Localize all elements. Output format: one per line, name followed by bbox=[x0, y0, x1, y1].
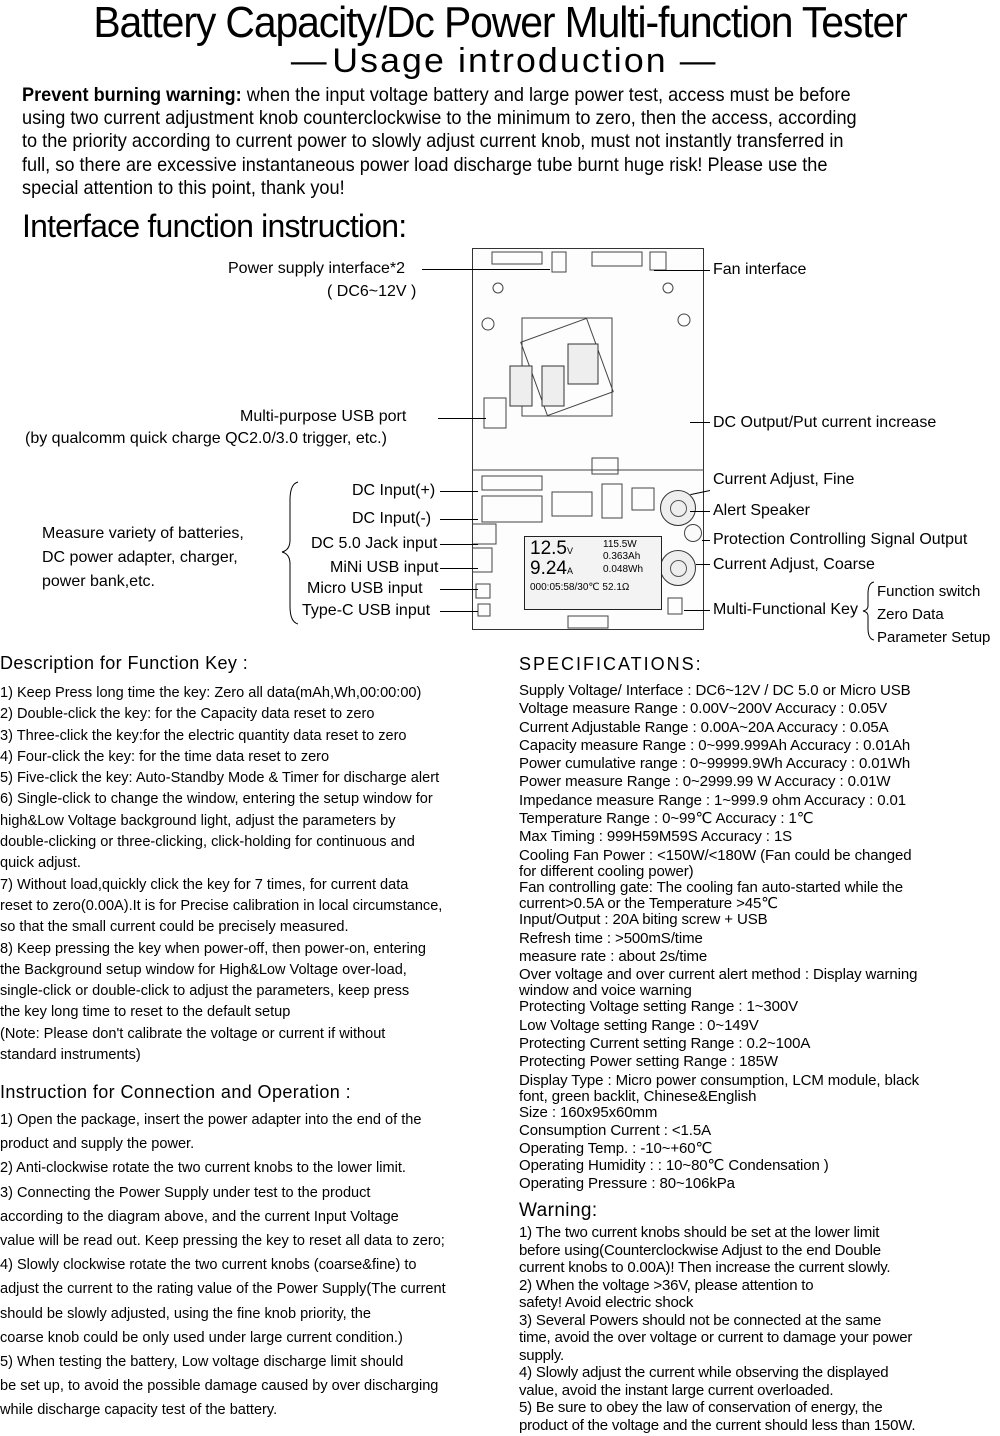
function-key-line: the Background setup window for High&Low Voltage over-load, bbox=[0, 960, 407, 978]
connection-heading: Instruction for Connection and Operation : bbox=[0, 1082, 351, 1102]
usb-port-label: Multi-purpose USB port bbox=[240, 408, 407, 425]
warning-line: to the priority according to current power to slowly adjust current knob, must not instantly transferred in bbox=[22, 130, 844, 153]
spec-line: Protecting Current setting Range : 0.2~100A bbox=[519, 1035, 811, 1053]
spec-line: Operating Temp. : -10~+60℃ bbox=[519, 1139, 713, 1157]
warning-line: when the input voltage battery and large power test, access must be before bbox=[241, 84, 851, 106]
spec-line: Operating Pressure : 80~106kPa bbox=[519, 1174, 735, 1192]
fan-interface-label: Fan interface bbox=[713, 261, 807, 278]
key-function-item: Function switch bbox=[877, 583, 981, 600]
warning-item-line: value, avoid the instant large current overloaded. bbox=[519, 1381, 834, 1399]
spec-line: Capacity measure Range : 0~999.999Ah Accuracy : 0.01Ah bbox=[519, 736, 911, 754]
usb-port-leader bbox=[438, 418, 486, 419]
warning-list bbox=[519, 1224, 999, 1434]
function-key-line: quick adjust. bbox=[0, 854, 81, 872]
spec-line: Protecting Power setting Range : 185W bbox=[519, 1053, 778, 1071]
spec-line: Fan controlling gate: The cooling fan auto-started while the bbox=[519, 878, 903, 896]
speaker-leader bbox=[690, 511, 710, 512]
function-key-line: the key long time to reset to the default setup bbox=[0, 1003, 291, 1021]
connection-line: according to the diagram above, and the current Input Voltage bbox=[0, 1207, 399, 1225]
key-function-item: Parameter Setup bbox=[877, 629, 991, 646]
mini-usb-leader bbox=[440, 568, 478, 569]
measure-line: power bank,etc. bbox=[42, 573, 155, 590]
spec-line: Low Voltage setting Range : 0~149V bbox=[519, 1016, 759, 1034]
page-title: Battery Capacity/Dc Power Multi-function Tester bbox=[93, 0, 907, 47]
connection-line: 3) Connecting the Power Supply under test to the product bbox=[0, 1183, 371, 1201]
function-key-heading: Description for Function Key : bbox=[0, 653, 249, 673]
warning-line: special attention to this point, thank you! bbox=[22, 176, 345, 199]
type-c-label: Type-C USB input bbox=[302, 602, 431, 619]
lcd-voltage: 12.5 bbox=[530, 538, 567, 559]
function-key-line: 8) Keep pressing the key when power-off, then power-on, entering bbox=[0, 939, 426, 957]
warning-item-line: 2) When the voltage >36V, please attention to bbox=[519, 1276, 814, 1294]
dc-jack-label: DC 5.0 Jack input bbox=[311, 535, 438, 552]
warning-item-line: 1) The two current knobs should be set at the lower limit bbox=[519, 1224, 880, 1241]
connection-line: while discharge capacity test of the battery. bbox=[0, 1401, 278, 1419]
function-key-line: reset to zero(0.00A).It is for Precise calibration in local circumstance, bbox=[0, 896, 443, 914]
warning-item-line: product of the voltage and the current should less than 150W. bbox=[519, 1416, 916, 1434]
key-functions bbox=[877, 580, 990, 649]
micro-usb-label: Micro USB input bbox=[307, 580, 423, 597]
function-key-line: high&Low Voltage background light, adjust the parameters by bbox=[0, 811, 396, 829]
dc-input-minus-label: DC Input(-) bbox=[352, 510, 432, 527]
subtitle-dash-left: — bbox=[290, 42, 321, 80]
dc-output-label: DC Output/Put current increase bbox=[713, 414, 937, 431]
lcd-power: 115.5W bbox=[603, 539, 637, 550]
connection-line: 5) When testing the battery, Low voltage discharge limit should bbox=[0, 1353, 404, 1371]
alert-speaker-label: Alert Speaker bbox=[713, 502, 810, 519]
function-key-line: so that the small current could be precisely measured. bbox=[0, 918, 349, 936]
power-supply-range: ( DC6~12V ) bbox=[327, 283, 417, 300]
spec-line: Operating Humidity : : 10~80℃ Condensation ) bbox=[519, 1156, 829, 1174]
subtitle-text: Usage introduction bbox=[332, 42, 668, 80]
spec-line: Supply Voltage/ Interface : DC6~12V / DC 5.0 or Micro USB bbox=[519, 682, 911, 699]
function-key-line: 4) Four-click the key: for the time data reset to zero bbox=[0, 747, 330, 765]
function-key-line: standard instruments) bbox=[0, 1046, 141, 1064]
spec-line: Input/Output : 20A biting screw + USB bbox=[519, 911, 768, 929]
warning-line: using two current adjustment knob counterclockwise to the minimum to zero, then the access, according bbox=[22, 107, 857, 130]
lcd-capacity: 0.363Ah bbox=[603, 551, 641, 562]
coarse-adjust-knob bbox=[660, 550, 696, 586]
interface-heading: Interface function instruction: bbox=[22, 208, 407, 244]
warning-item-line: 5) Be sure to obey the law of conservation of energy, the bbox=[519, 1399, 883, 1416]
warning-item-line: safety! Avoid electric shock bbox=[519, 1294, 694, 1311]
spec-line: window and voice warning bbox=[519, 982, 692, 1000]
function-key-list bbox=[0, 682, 495, 1065]
connection-line: 4) Slowly clockwise rotate the two current knobs (coarse&fine) to bbox=[0, 1256, 417, 1274]
warning-item-line: 3) Several Powers should not be connected at the same bbox=[519, 1311, 882, 1329]
subtitle-dash-right: — bbox=[679, 42, 710, 80]
mini-usb-label: MiNi USB input bbox=[330, 559, 439, 576]
key-function-item: Zero Data bbox=[877, 606, 944, 623]
key-leader bbox=[684, 610, 710, 611]
spec-line: measure rate : about 2s/time bbox=[519, 947, 708, 965]
spec-line: for different cooling power) bbox=[519, 862, 694, 880]
alert-speaker-component bbox=[684, 524, 702, 542]
protection-label: Protection Controlling Signal Output bbox=[713, 531, 968, 548]
lcd-current-row bbox=[530, 559, 573, 581]
connection-line: product and supply the power. bbox=[0, 1135, 195, 1153]
spec-line: Over voltage and over current alert method : Display warning bbox=[519, 966, 918, 984]
current-coarse-label: Current Adjust, Coarse bbox=[713, 556, 875, 573]
lcd-current: 9.24 bbox=[530, 558, 567, 579]
warning-item-line: current knobs to 0.00A)! Then increase the current slowly. bbox=[519, 1259, 891, 1276]
spec-line: Current Adjustable Range : 0.00A~20A Accuracy : 0.05A bbox=[519, 718, 889, 736]
connection-line: coarse knob could be only used under large current condition.) bbox=[0, 1328, 403, 1346]
spec-line: Cooling Fan Power : <150W/<180W (Fan could be changed bbox=[519, 846, 912, 864]
dc-plus-leader bbox=[440, 491, 478, 492]
connection-line: value will be read out. Keep pressing the key to reset all data to zero; bbox=[0, 1232, 445, 1250]
spec-line: Consumption Current : <1.5A bbox=[519, 1122, 711, 1140]
dc-minus-leader bbox=[440, 519, 478, 520]
spec-line: Power measure Range : 0~2999.99 W Accuracy : 0.01W bbox=[519, 773, 891, 791]
warning-item-line: 4) Slowly adjust the current while observing the displayed bbox=[519, 1364, 889, 1381]
spec-line: Protecting Voltage setting Range : 1~300V bbox=[519, 998, 799, 1016]
dc-output-leader bbox=[690, 422, 710, 423]
function-key-line: single-click or double-click to adjust the parameters, keep press bbox=[0, 982, 410, 1000]
spec-line: Refresh time : >500mS/time bbox=[519, 929, 703, 947]
warning-item-line: time, avoid the over voltage or current to damage your power bbox=[519, 1329, 913, 1346]
page-subtitle bbox=[0, 42, 1000, 81]
connection-line: be set up, to avoid the possible damage caused by over discharging bbox=[0, 1377, 439, 1395]
spec-line: font, green backlit, Chinese&English bbox=[519, 1087, 757, 1105]
connection-line: adjust the current to the rating value of the Power Supply(The current bbox=[0, 1280, 446, 1298]
spec-line: Display Type : Micro power consumption, LCM module, black bbox=[519, 1071, 920, 1089]
function-key-line: (Note: Please don't calibrate the voltage or current if without bbox=[0, 1024, 386, 1042]
prevent-burning-warning bbox=[22, 84, 906, 200]
spec-line: Power cumulative range : 0~99999.9Wh Accuracy : 0.01Wh bbox=[519, 755, 911, 773]
spec-line: Size : 160x95x60mm bbox=[519, 1103, 658, 1121]
power-supply-leader bbox=[422, 269, 550, 270]
key-brace bbox=[862, 580, 876, 642]
fine-adjust-knob bbox=[660, 490, 696, 526]
lcd-impedance: 52.1Ω bbox=[602, 582, 630, 593]
lcd-time: 000:05:58 bbox=[530, 582, 575, 593]
function-key-line: 6) Single-click to change the window, entering the setup window for bbox=[0, 790, 433, 808]
function-key-line: 5) Five-click the key: Auto-Standby Mode & Timer for discharge alert bbox=[0, 769, 440, 787]
type-c-leader bbox=[440, 611, 478, 612]
coarse-leader bbox=[696, 564, 710, 565]
dc-jack-leader bbox=[440, 544, 478, 545]
current-fine-label: Current Adjust, Fine bbox=[713, 471, 855, 488]
connection-line: 1) Open the package, insert the power adapter into the end of the bbox=[0, 1111, 422, 1128]
connection-line: 2) Anti-clockwise rotate the two current knobs to the lower limit. bbox=[0, 1159, 406, 1177]
specifications-list bbox=[519, 682, 999, 1193]
micro-usb-leader bbox=[440, 589, 478, 590]
warning-item-line: supply. bbox=[519, 1346, 565, 1364]
warning-item-line: before using(Counterclockwise Adjust to the end Double bbox=[519, 1241, 881, 1259]
lcd-current-unit: A bbox=[566, 566, 573, 576]
connection-list bbox=[0, 1108, 495, 1423]
measure-line: Measure variety of batteries, bbox=[42, 525, 244, 542]
spec-line: Impedance measure Range : 1~999.9 ohm Accuracy : 0.01 bbox=[519, 791, 907, 809]
specifications-heading: SPECIFICATIONS: bbox=[519, 654, 703, 674]
connection-line: should be slowly adjusted, using the fine knob priority, the bbox=[0, 1304, 371, 1322]
spec-line: Voltage measure Range : 0.00V~200V Accuracy : 0.05V bbox=[519, 700, 888, 718]
power-supply-label: Power supply interface*2 bbox=[228, 260, 405, 277]
function-key-line: 2) Double-click the key: for the Capacity data reset to zero bbox=[0, 705, 375, 723]
lcd-energy: 0.048Wh bbox=[603, 564, 644, 575]
function-key-line: 3) Three-click the key:for the electric quantity data reset to zero bbox=[0, 726, 407, 744]
spec-line: Max Timing : 999H59M59S Accuracy : 1S bbox=[519, 828, 793, 846]
warning-label: Prevent burning warning: bbox=[22, 84, 242, 106]
function-key-line: 1) Keep Press long time the key: Zero all data(mAh,Wh,00:00:00) bbox=[0, 684, 422, 701]
lcd-status-row: 000:05:58/30℃ 52.1Ω bbox=[530, 582, 630, 593]
function-key-line: 7) Without load,quickly click the key for 7 times, for current data bbox=[0, 875, 409, 893]
warning-heading: Warning: bbox=[519, 1200, 598, 1221]
dc-input-plus-label: DC Input(+) bbox=[352, 482, 436, 499]
function-key-line: double-clicking or three-clicking, click-holding for continuous and bbox=[0, 833, 415, 851]
measure-note bbox=[42, 522, 244, 594]
lcd-temp: 30℃ bbox=[577, 582, 600, 593]
spec-line: current>0.5A or the Temperature >45℃ bbox=[519, 895, 778, 913]
lcd-voltage-unit: V bbox=[566, 546, 573, 556]
usb-port-note: (by qualcomm quick charge QC2.0/3.0 trigger, etc.) bbox=[25, 430, 387, 447]
lcd-display bbox=[524, 536, 662, 610]
protection-leader bbox=[702, 540, 710, 541]
fan-leader bbox=[654, 270, 710, 271]
measure-brace bbox=[280, 480, 302, 626]
multi-key-label: Multi-Functional Key bbox=[713, 601, 858, 618]
warning-line: full, so there are excessive instantaneous power load discharge tube burnt huge risk! Please use the bbox=[22, 153, 828, 176]
measure-line: DC power adapter, charger, bbox=[42, 549, 238, 566]
spec-line: Temperature Range : 0~99℃ Accuracy : 1℃ bbox=[519, 810, 814, 828]
